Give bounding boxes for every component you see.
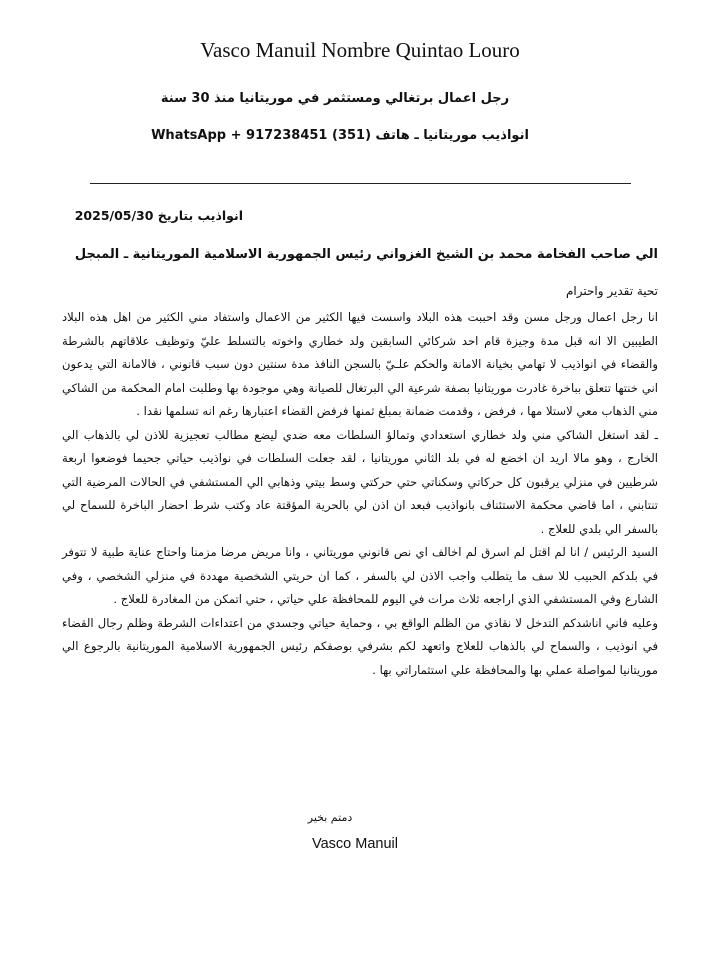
sender-contact: انواذيب موريتانيا ـ هاتف (351) 917238451 + WhatsApp (151, 128, 529, 143)
sender-tagline: رجل اعمال برتغالي ومستثمر في موريتانيا منذ 30 سنة (160, 91, 510, 106)
letter-date: انواذيب بتاريخ 2025/05/30 (74, 208, 243, 223)
letter-greeting: تحية تقدير واحترام (566, 284, 658, 298)
letter-closing: دمتم بخير (307, 811, 353, 824)
body-paragraph: انا رجل اعمال ورجل مسن وقد احببت هذه البلاد واسست فيها الكثير من الاعمال واستفاد مني الكثير من اهل هذه البلاد الطيبين الا انه قبل مدة وجيزة قام احد شركائي السابقين ولد خطاري واخوته بالتسلط عليّ وتوظيف علاقاتهم بالشرطة والقضاء في انواذيب لا تهامي بخيانة الامانة والحكم علـيّ بالسجن النافذ مدة سنتين دون سبب قانوني ، فالامانة التي يدعون اني خنتها تتعلق بباخرة غادرت موريتانيا بصفة شرعية الي البرتغال للصيانة وهي موجودة بها وطلبت امام المحكمة من الشاكي مني الذهاب معي لاستلا مها ، فرفض ، وقدمت ضمانة بمبلغ ثمنها فرفض القضاء اعتبارها رغم انه تسلمها نقدا . (62, 310, 658, 418)
body-paragraph: ـ لقد استغل الشاكي مني ولد خطاري استعدادي وتمالؤ السلطات معه ضدي ليضع مطالب تعجيزية للاذن لي بالذهاب الي الخارج ، وهو مالا اريد ان اخضع له في بلد الثاني موريتانيا ، لقد جعلت السلطات في نواذيب حياتي جحيما فوضعوا اربعة شرطيين في منزلي يرقبون كل حركاتي وسكناتي حتي حركتي وسط بيتي وذهابي الي المستشفي في الحالات المرضية التي تنتابني ، اما قاضي محكمة الاستئناف بانواذيب فبعد ان اذن لي بالحرية المؤقتة عاد وكتب شرط احضار الباخرة للسماح لي بالسفر الي بلدي للعلاج . (62, 427, 658, 536)
letter-addressee: الي صاحب الفخامة محمد بن الشيخ الغزواني رئيس الجمهورية الاسلامية الموريتانية ـ المبجل (74, 247, 658, 262)
body-paragraph: وعليه فاني اناشدكم التدخل لا نقاذي من الظلم الواقع بي ، وحماية حياتي وجسدي من اعتداءات الشرطة وظلم رجال القضاء في انوذيب ، والسماح لي بالذهاب للعلاج واتعهد لكم بشرفي بوصفكم رئيس الجمهورية الاسلامية الموريتانية بالرجوع الي موريتانيا لمواصلة عملي بها والمحافظة علي استثماراتي بها . (62, 615, 658, 677)
body-paragraph: السيد الرئيس / انا لم اقتل لم اسرق لم اخالف اي نص قانوني موريتاني ، وانا مريض مرضا مزمنا واحتاج عناية طبية لا تتوفر في بلدكم الحبيب للا سف ما يتطلب واجب الاذن لي بالسفر ، كما ان حريتي الشخصية مهددة في منزلي الشخصي ، وفي الشارع وفي المستشفي الذي اراجعه ثلاث مرات في اليوم للمحافظة علي حياتي ، حتي اتمكن من المغادرة للعلاج . (62, 545, 658, 606)
letter-signature: Vasco Manuil (312, 836, 398, 852)
sender-name: Vasco Manuil Nombre Quintao Louro (200, 38, 520, 62)
header-divider (90, 183, 631, 184)
letter-body (62, 306, 658, 682)
